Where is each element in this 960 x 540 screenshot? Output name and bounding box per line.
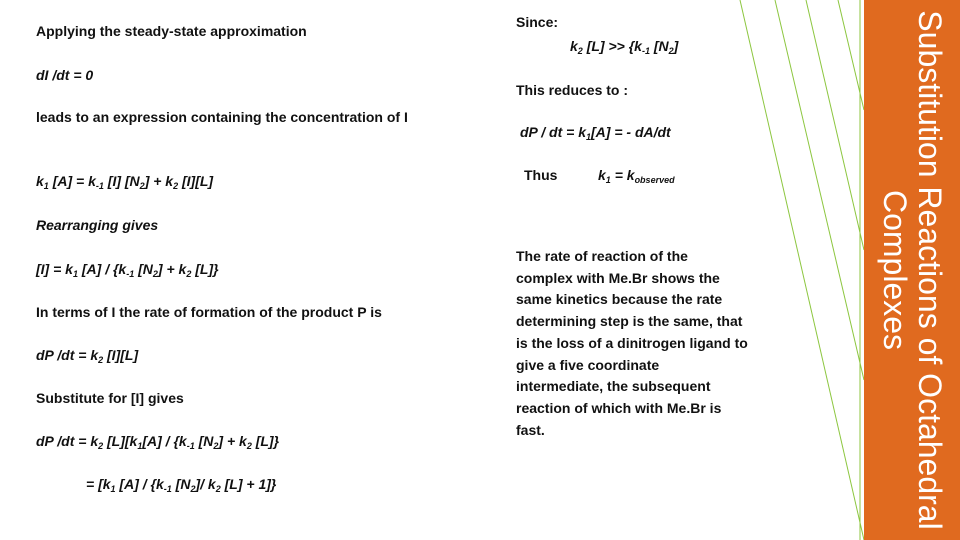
slide-title: Substitution Reactions of Octahedral Complexes	[877, 10, 948, 530]
heading: Applying the steady-state approximation	[36, 23, 307, 39]
equation-2: $[I] = k_1$ $[A] / \{k_{-1}$ $[N_2] + k_2$ [L]}	[36, 261, 219, 279]
text-since: Since:	[516, 14, 559, 30]
condition-equation: $k_2$ $[L] >> \{k_{-1}$ $[N_2]$	[570, 38, 679, 56]
equation-4: dP $/dt = k_2$ $[L][k_1[A] / \{k_{-1}$ $[N_2] + k_2$ [L]}	[36, 433, 280, 451]
rate-equation: dP / dt = $k_1[A]$ = - dA/dt	[520, 124, 671, 142]
text-thus: Thus	[524, 167, 558, 183]
equation-3: dP $/dt = k_2$ [I][L]	[36, 347, 139, 365]
equation-dI: dI /dt = 0	[36, 67, 94, 83]
equation-1: $k_1$ $[A] = k_{-1}$ [I] $[N_2] + k_2$ [I][L]	[36, 173, 214, 191]
explanation-paragraph: The rate of reaction of the complex with Me.Br shows the same kinetics because the rate determining step is the same, that is the loss of a dinitrogen ligand to give a five coordinate intermediate, the subsequent reaction of which with Me.Br is fast.	[516, 248, 748, 438]
text-substitute: Substitute for [I] gives	[36, 390, 184, 406]
text-rearranging: Rearranging gives	[36, 217, 159, 233]
text-reduces: This reduces to :	[516, 82, 629, 98]
k-observed-equation: $k_1 = k_{observed}$	[598, 167, 675, 185]
equation-5: = [$k_1$ $[A] / \{k_{-1}$ $[N_2]/$ $k_2$ [L] + 1]}	[86, 476, 277, 494]
text-rate-formation: In terms of I the rate of formation of the product P is	[36, 304, 382, 320]
text-leads: leads to an expression containing the concentration of I	[36, 109, 408, 125]
